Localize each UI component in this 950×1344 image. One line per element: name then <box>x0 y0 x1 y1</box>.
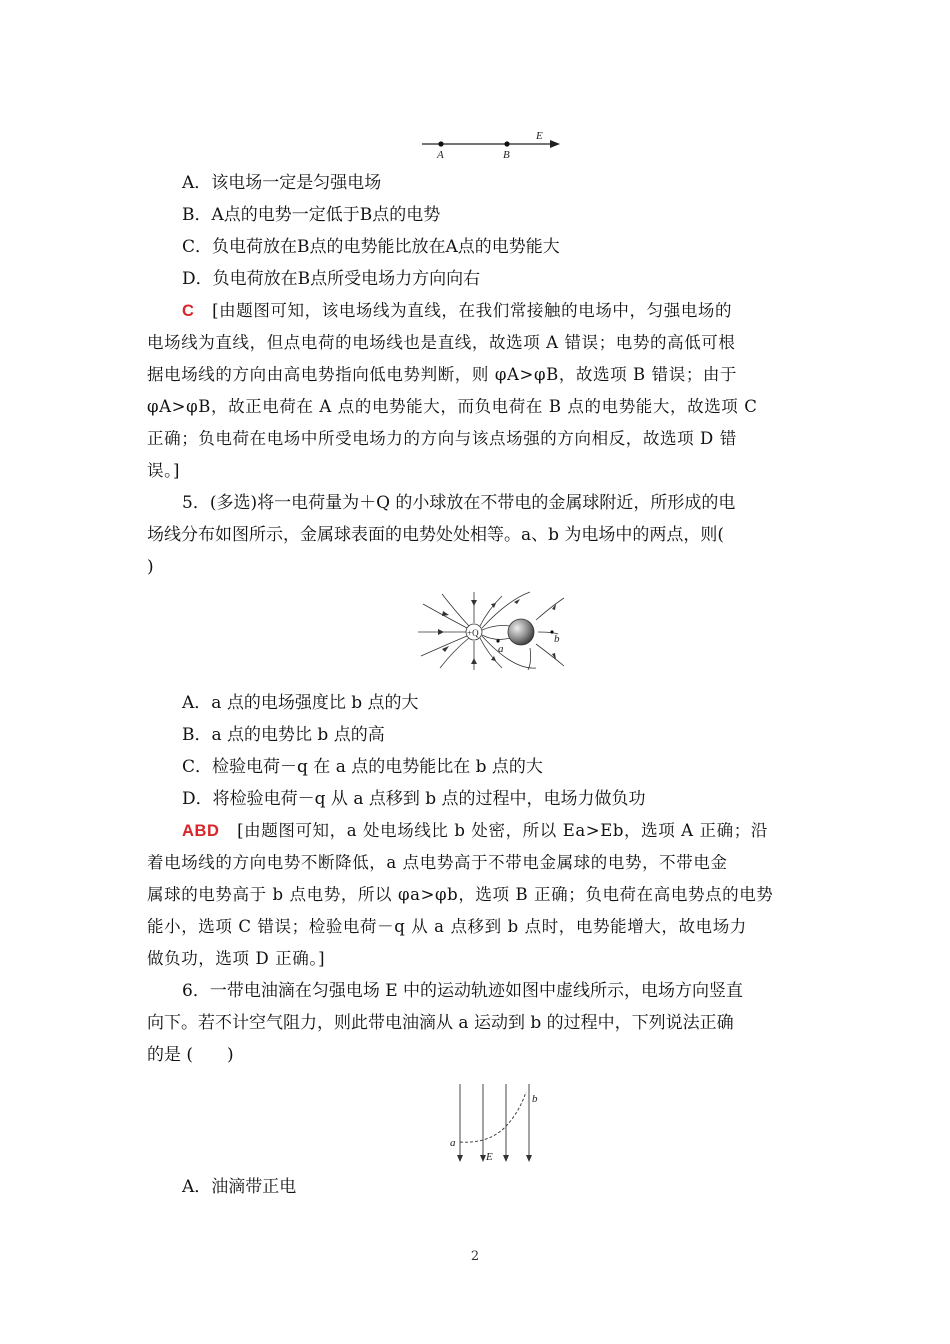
q5-explanation-line: 着电场线的方向电势不断降低，a 点电势高于不带电金属球的电势，不带电金 <box>147 853 728 872</box>
point-a <box>438 141 443 146</box>
q5-option-b: B．a 点的电势比 b 点的高 <box>182 725 385 745</box>
q5-stem-line: 场线分布如图所示，金属球表面的电势处处相等。a、b 为电场中的两点，则( <box>147 525 725 545</box>
q6-stem-line: 向下。若不计空气阻力，则此带电油滴从 a 运动到 b 的过程中，下列说法正确 <box>147 1013 734 1033</box>
label-a: a <box>450 1137 456 1149</box>
field-arrows <box>438 599 556 664</box>
q5-answer: ABD <box>182 822 220 840</box>
label-a: a <box>498 643 504 655</box>
arrow-icon <box>457 1155 532 1162</box>
q4-option-c: C．负电荷放在B点的电势能比放在A点的电势能大 <box>182 237 560 257</box>
label-e: E <box>536 130 543 142</box>
point-b <box>504 141 509 146</box>
charge-label: +Q <box>467 628 479 638</box>
q5-explanation-line: 做负功，选项 D 正确。] <box>147 949 326 968</box>
label-b: b <box>532 1093 538 1105</box>
q5-option-c: C．检验电荷－q 在 a 点的电势能比在 b 点的大 <box>182 757 543 777</box>
q4-explanation-line: 误。] <box>147 461 180 480</box>
field-line-figure <box>420 126 570 162</box>
q4-explanation-line: 正确；负电荷在电场中所受电场力的方向与该点场强的方向相反，故选项 D 错 <box>147 429 737 448</box>
label-a: A <box>437 149 444 161</box>
q5-option-d: D．将检验电荷－q 从 a 点移到 b 点的过程中，电场力做负功 <box>182 789 646 809</box>
q4-option-a: A．该电场一定是匀强电场 <box>182 173 382 193</box>
q5-explanation-first: ABD [由题图可知，a 处电场线比 b 处密，所以 Ea>Eb，选项 A 正确；沿 <box>182 821 768 840</box>
field-lines <box>460 1084 529 1158</box>
q4-explanation-first: C [由题图可知，该电场线为直线，在我们常接触的电场中，匀强电场的 <box>182 301 733 320</box>
q5-stem-line: ) <box>147 557 154 577</box>
label-b: b <box>554 633 560 645</box>
q5-explanation-line: 属球的电势高于 b 点电势，所以 φa>φb，选项 B 正确；负电荷在高电势点的电势 <box>147 885 774 904</box>
q4-option-d: D．负电荷放在B点所受电场力方向向右 <box>182 269 481 289</box>
arrow-icon <box>550 140 560 148</box>
label-b: B <box>503 149 510 161</box>
q6-stem-line: 的是 ( ) <box>147 1045 234 1065</box>
q4-explanation-line: φA>φB，故正电荷在 A 点的电势能大，而负电荷在 B 点的电势能大，故选项 C <box>147 397 758 416</box>
charge-sphere-figure <box>418 590 568 670</box>
page-number: 2 <box>470 1249 480 1264</box>
q4-option-b: B．A点的电势一定低于B点的电势 <box>182 205 441 225</box>
q6-option-a: A．油滴带正电 <box>182 1177 297 1197</box>
q4-explanation-line: 电场线为直线，但点电荷的电场线也是直线，故选项 A 错误；电势的高低可根 <box>147 333 736 352</box>
q4-answer: C <box>182 302 195 320</box>
uniform-field-figure <box>446 1080 546 1166</box>
label-e: E <box>486 1151 493 1163</box>
trajectory <box>460 1092 526 1142</box>
metal-sphere <box>508 619 534 645</box>
q5-option-a: A．a 点的电场强度比 b 点的大 <box>182 693 419 713</box>
q5-stem-line: 5．(多选)将一电荷量为＋Q 的小球放在不带电的金属球附近，所形成的电 <box>182 493 736 513</box>
q5-explanation-line: 能小，选项 C 错误；检验电荷－q 从 a 点移到 b 点时，电势能增大，故电场力 <box>147 917 747 936</box>
q6-stem-line: 6．一带电油滴在匀强电场 E 中的运动轨迹如图中虚线所示，电场方向竖直 <box>182 981 744 1001</box>
q4-explanation-line: 据电场线的方向由高电势指向低电势判断，则 φA>φB，故选项 B 错误；由于 <box>147 365 738 384</box>
